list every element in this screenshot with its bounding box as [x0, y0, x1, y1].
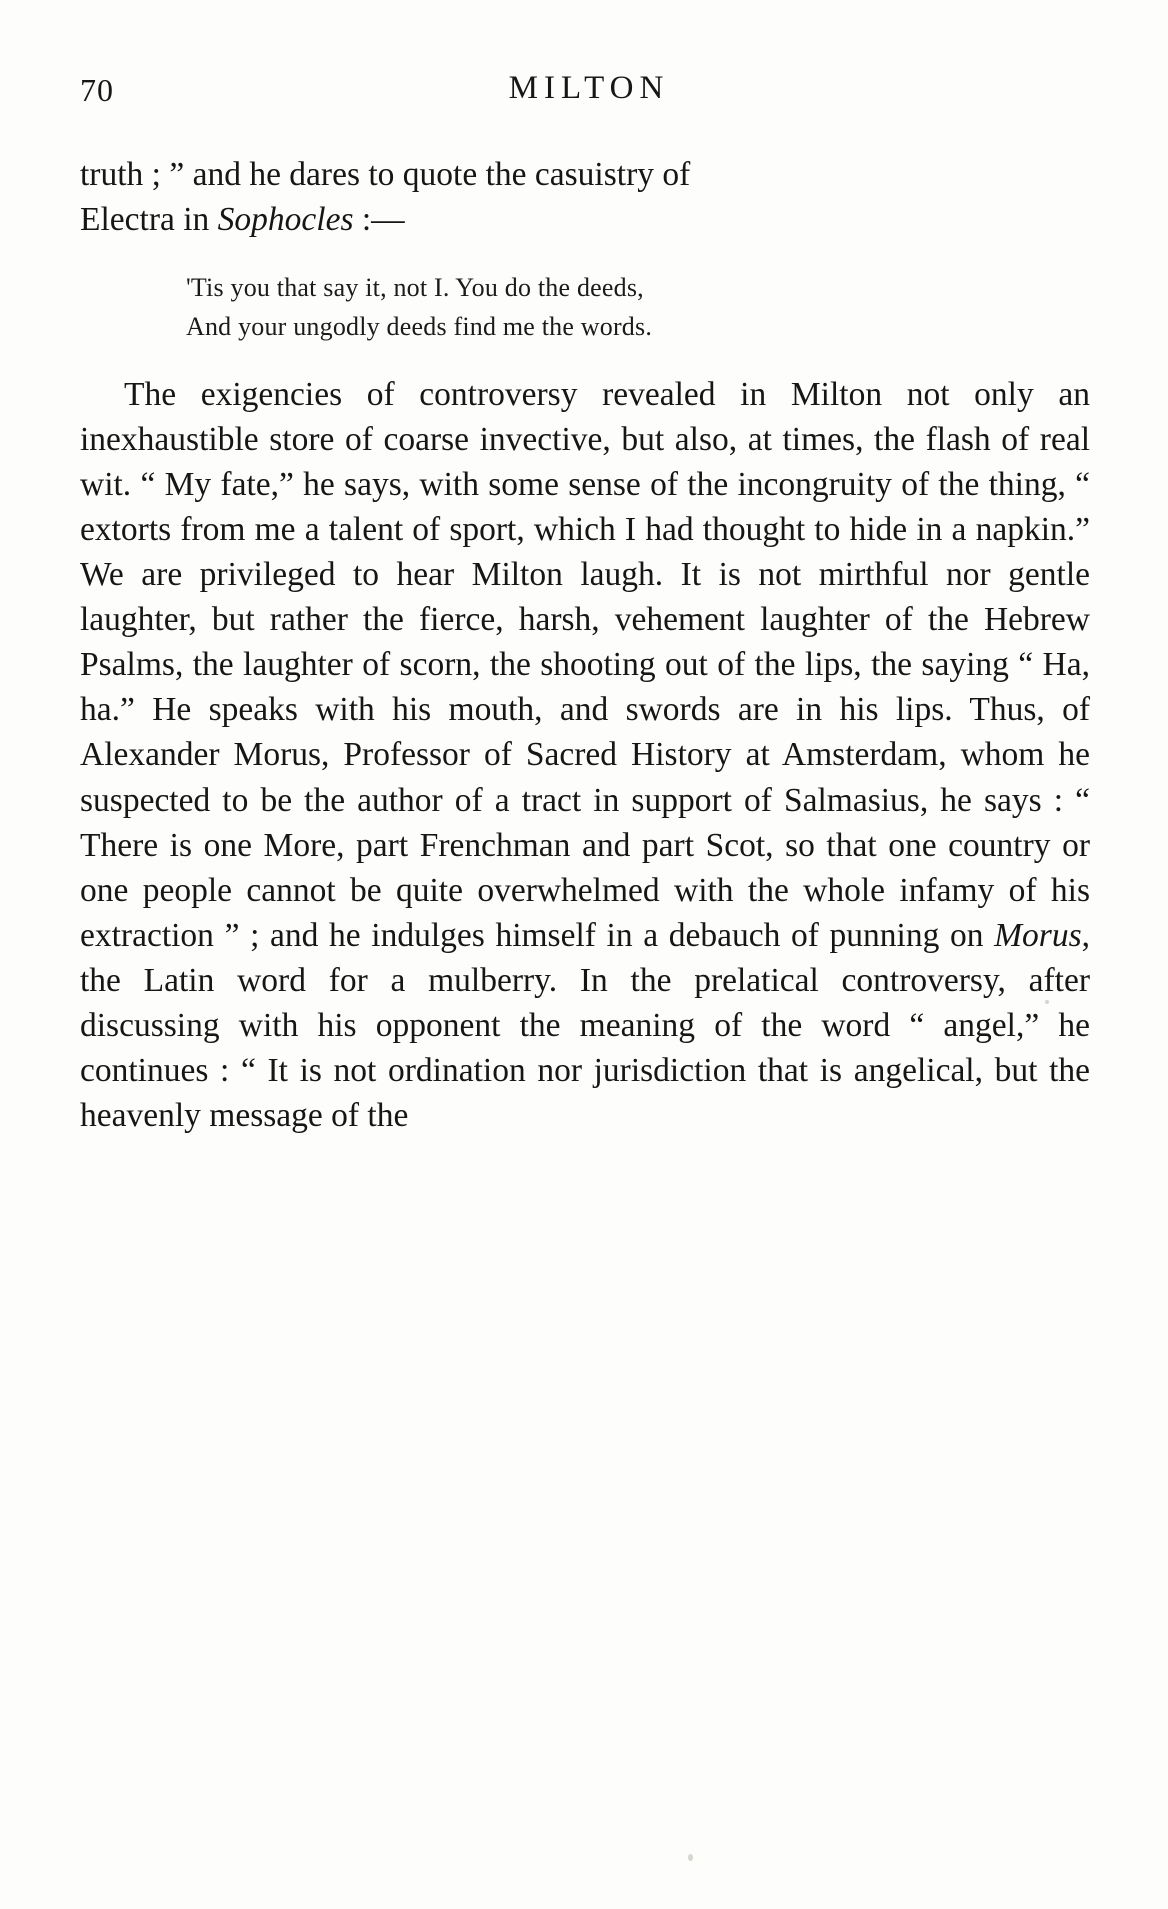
paragraph-continued	[80, 152, 1090, 242]
main-paragraph-part-two: , the Latin word for a mulberry. In the prelatical controversy, after discussing with his opponent the meaning of the word “ angel,” he continues : “ It is not ordination nor jurisdiction that is angelical, but the heavenly message of the	[80, 916, 1090, 1134]
scan-speck	[688, 1854, 693, 1861]
main-paragraph	[80, 372, 1090, 1138]
page-content-area	[80, 62, 1090, 1138]
running-title: MILTON	[508, 70, 670, 106]
body-text	[80, 152, 1090, 1138]
latin-word-morus: Morus	[994, 916, 1082, 954]
page-number: 70	[80, 72, 114, 108]
scan-speck	[1045, 1000, 1049, 1004]
paragraph-line-b-suffix: :—	[353, 201, 405, 239]
paragraph-line-b-prefix: Electra in	[80, 201, 218, 239]
work-title-sophocles: Sophocles	[217, 201, 354, 239]
running-head	[80, 62, 1090, 132]
paragraph-line-a: truth ; ” and he dares to quote the casuistry of	[80, 156, 691, 193]
verse-quotation	[80, 268, 1090, 346]
verse-line: And your ungodly deeds find me the words.	[186, 312, 653, 342]
verse-line: 'Tis you that say it, not I. You do the deeds,	[186, 273, 644, 303]
main-paragraph-part-one: The exigencies of controversy revealed in Milton not only an inexhaustible store of coarse invective, but also, at times, the flash of real wit. “ My fate,” he says, with some sense of the incongruity of the thing, “ extorts from me a talent of sport, which I had thought to hide in a napkin.” We are privileged to hear Milton laugh. It is not mirthful nor gentle laughter, but rather the fierce, harsh, vehement laughter of the Hebrew Psalms, the laughter of scorn, the shooting out of the lips, the saying “ Ha, ha.” He speaks with his mouth, and swords are in his lips. Thus, of Alexander Morus, Professor of Sacred History at Amsterdam, whom he suspected to be the author of a tract in support of Salmasius, he says : “ There is one More, part Frenchman and part Scot, so that one country or one people cannot be quite overwhelmed with the whole infamy of his extraction ” ; and he indulges himself in a debauch of punning on	[80, 376, 1090, 954]
